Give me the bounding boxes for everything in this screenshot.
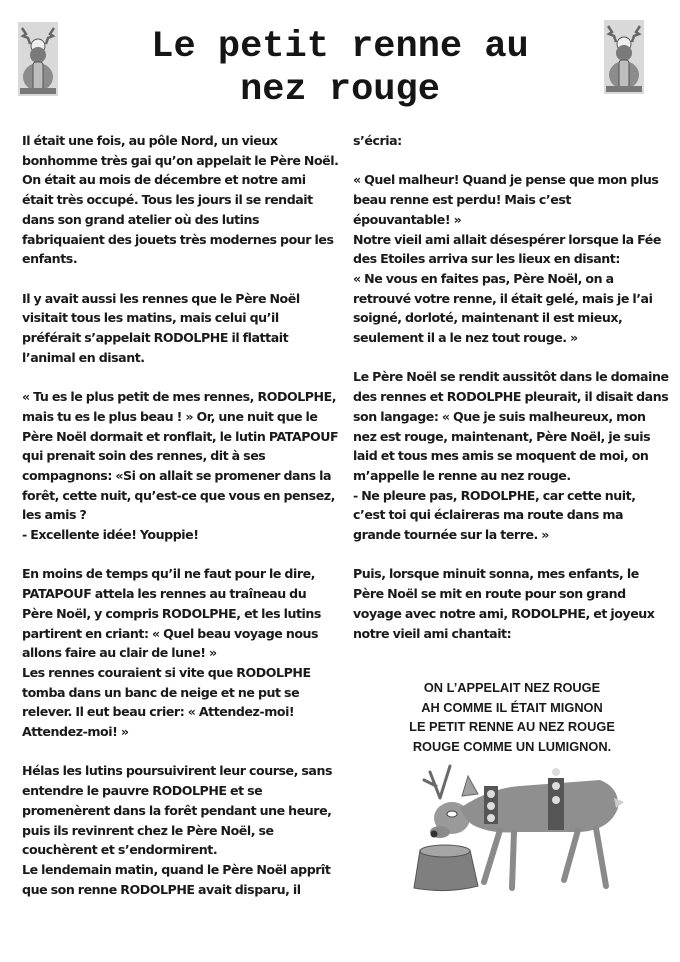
song-line: ON L’APPELAIT NEZ ROUGE <box>423 680 601 695</box>
paragraph: - Excellente idée! Youppie! <box>22 527 199 543</box>
paragraph: « Tu es le plus petit de mes rennes, RODOLPHE, mais tu es le plus beau ! » Or, une nuit que le Père Noël dormait et ronflait, le lutin PATAPOUF qui prenait soin des rennes, dit à ses compagnons: «Si on allait se promener dans la forêt, cette nuit, qu’est-ce que vous en pensez, les amis ? <box>22 389 339 523</box>
paragraph: En moins de temps qu’il ne faut pour le dire, PATAPOUF attela les rennes au traîneau du Père Noël, y compris RODOLPHE, et les lutins partirent en criant: « Quel beau voyage nous allons faire au clair de lune! » <box>22 566 321 661</box>
left-column <box>22 131 340 899</box>
paragraph: « Ne vous en faites pas, Père Noël, on a retrouvé votre renne, il était gelé, mais je l’ai soigné, dorloté, maintenant il est mieux, seulement il a le nez tout rouge. » <box>353 270 653 346</box>
paragraph: Puis, lorsque minuit sonna, mes enfants, le Père Noël se mit en route pour son grand voyage avec notre ami, RODOLPHE, et joyeux notre vieil ami chantait: <box>353 566 655 641</box>
paragraph: Hélas les lutins poursuivirent leur course, sans entendre le pauvre RODOLPHE et se promenèrent dans la forêt pendant une heure, puis ils revinrent chez le Père Noël, se couchèrent et s’endormirent. <box>22 763 333 858</box>
paragraph: Il y avait aussi les rennes que le Père Noël visitait tous les matins, mais celui qu’il préférait s’appelait RODOLPHE il flattait l’animal en disant. <box>22 290 300 365</box>
song-line: ROUGE COMME UN LUMIGNON. <box>412 738 612 754</box>
reindeer-head-icon <box>18 22 58 96</box>
paragraph: Les rennes couraient si vite que RODOLPHE tomba dans un banc de neige et ne put se relever. Il eut beau crier: « Attendez-moi! Attendez-moi! » <box>22 664 311 740</box>
paragraph: Le lendemain matin, quand le Père Noël apprît que son renne RODOLPHE avait disparu, il <box>22 861 331 897</box>
page-title <box>100 26 580 112</box>
paragraph: - Ne pleure pas, RODOLPHE, car cette nuit, c’est toi qui éclaireras ma route dans ma grande tournée sur la terre. » <box>353 487 636 543</box>
paragraph: Il était une fois, au pôle Nord, un vieux bonhomme très gai qu’on appelait le Père Noël. On était au mois de décembre et notre ami était très occupé. Tous les jours il se rendait dans son grand atelier où des lutins fabriquaient des jouets très modernes pour les enfants. <box>22 133 339 267</box>
title-line-2: nez rouge <box>240 69 440 111</box>
paragraph: Notre vieil ami allait désespérer lorsque la Fée des Etoiles arriva sur les lieux en disant: <box>353 231 661 267</box>
title-line-1: Le petit renne au <box>151 26 529 68</box>
reindeer-with-sack-icon <box>400 758 625 898</box>
paragraph: Le Père Noël se rendit aussitôt dans le domaine des rennes et RODOLPHE pleurait, il disait dans son langage: « Que je suis malheureux, mon nez est rouge, maintenant, Père Noël, je suis laid et tous mes amis se moquent de moi, on m’appelle le renne au nez rouge. <box>353 369 669 483</box>
song-line: AH COMME IL ÉTAIT MIGNON <box>421 699 603 715</box>
paragraph: s’écria: <box>353 133 402 148</box>
song-line: LE PETIT RENNE AU NEZ ROUGE <box>409 719 615 735</box>
right-column <box>353 131 671 643</box>
song-lyrics <box>353 678 671 756</box>
paragraph: « Quel malheur! Quand je pense que mon plus beau renne est perdu! Mais c’est épouvantable! » <box>353 172 659 227</box>
reindeer-head-icon <box>604 20 644 94</box>
